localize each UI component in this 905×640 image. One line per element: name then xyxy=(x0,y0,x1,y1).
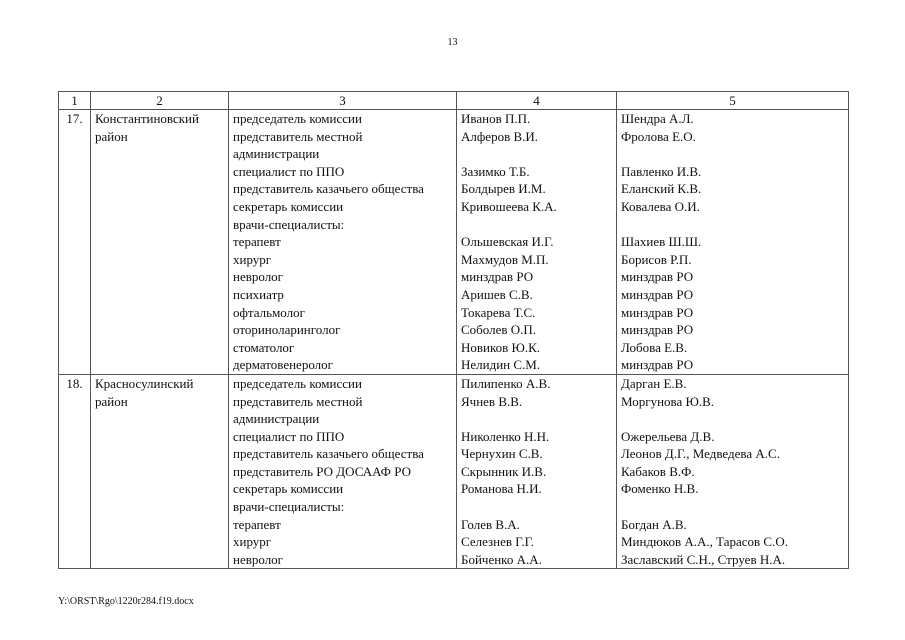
reserve-member-line: минздрав РО xyxy=(621,269,694,285)
row-number: 17. xyxy=(59,110,91,375)
role-line: врачи-специалисты: xyxy=(233,216,345,232)
reserve-member-line: Шендра А.Л. xyxy=(621,111,694,126)
reserve-member-line: Лобова Е.В. xyxy=(621,339,688,355)
header-cell: 3 xyxy=(229,92,457,110)
main-member-line: Голев В.А. xyxy=(461,516,520,532)
role-line: представитель казачьего общества xyxy=(233,181,424,197)
role-line: психиатр xyxy=(233,286,284,302)
main-member-line: Болдырев И.М. xyxy=(461,181,546,197)
reserve-member-line: Заславский С.Н., Струев Н.А. xyxy=(621,551,786,567)
district-line: район xyxy=(95,393,128,409)
main-member-line: Кривошеева К.А. xyxy=(461,198,557,214)
main-member-line: Новиков Ю.К. xyxy=(461,339,541,355)
role-line: хирург xyxy=(233,251,272,267)
main-member-line: Алферов В.И. xyxy=(461,128,539,144)
role-line: невролог xyxy=(233,269,284,285)
main-member-line xyxy=(461,145,612,163)
role-line: представитель РО ДОСААФ РО xyxy=(233,463,411,479)
reserve-member-line: Миндюков А.А., Тарасов С.О. xyxy=(621,534,788,550)
main-member-line: Махмудов М.П. xyxy=(461,251,549,267)
district-cell xyxy=(91,110,229,375)
reserve-member-line: Леонов Д.Г., Медведева А.С. xyxy=(621,446,780,462)
district-line: Константиновский xyxy=(95,111,199,126)
reserve-member-line: минздрав РО xyxy=(621,286,694,302)
reserve-member-line: Кабаков В.Ф. xyxy=(621,463,695,479)
main-member-cell xyxy=(457,374,617,569)
main-member-cell xyxy=(457,110,617,375)
main-member-line: минздрав РО xyxy=(461,269,534,285)
reserve-member-line: Ожерельева Д.В. xyxy=(621,428,715,444)
role-line: председатель комиссии xyxy=(233,375,362,391)
reserve-member-line: Фролова Е.О. xyxy=(621,128,696,144)
role-line: стоматолог xyxy=(233,339,295,355)
roles-cell xyxy=(229,110,457,375)
reserve-member-line: Дарган Е.В. xyxy=(621,375,687,391)
main-member-line: Ольшевская И.Г. xyxy=(461,234,554,250)
page-number: 13 xyxy=(447,37,458,48)
file-path-footer: Y:\ORST\Rgo\1220r284.f19.docx xyxy=(58,596,194,607)
role-line: терапевт xyxy=(233,516,281,532)
reserve-member-line: Ковалева О.И. xyxy=(621,198,700,214)
header-cell: 1 xyxy=(59,92,91,110)
roles-cell xyxy=(229,374,457,569)
reserve-member-line: Шахиев Ш.Ш. xyxy=(621,234,702,250)
role-line: специалист по ППО xyxy=(233,163,345,179)
reserve-member-line: Еланский К.В. xyxy=(621,181,702,197)
role-line: представитель местной xyxy=(233,128,363,144)
reserve-member-line: минздрав РО xyxy=(621,304,694,320)
main-member-line: Скрынник И.В. xyxy=(461,463,547,479)
role-line: оториноларинголог xyxy=(233,322,341,338)
main-member-line: Николенко Н.Н. xyxy=(461,428,550,444)
row-number: 18. xyxy=(59,374,91,569)
main-member-line: Селезнев Г.Г. xyxy=(461,534,534,550)
reserve-member-line: Павленко И.В. xyxy=(621,163,702,179)
role-line: невролог xyxy=(233,551,284,567)
main-member-line: Зазимко Т.Б. xyxy=(461,163,530,179)
role-line: секретарь комиссии xyxy=(233,198,344,214)
table-row xyxy=(59,374,849,569)
district-line: район xyxy=(95,128,128,144)
role-line: специалист по ППО xyxy=(233,428,345,444)
reserve-member-line: Моргунова Ю.В. xyxy=(621,393,715,409)
reserve-member-line: Фоменко Н.В. xyxy=(621,481,699,497)
reserve-member-line: Богдан А.В. xyxy=(621,516,687,532)
table-row xyxy=(59,110,849,375)
main-member-line: Чернухин С.В. xyxy=(461,446,543,462)
reserve-member-line xyxy=(621,216,844,234)
role-line: офтальмолог xyxy=(233,304,305,320)
main-member-line: Иванов П.П. xyxy=(461,111,531,126)
reserve-member-line xyxy=(621,410,844,428)
role-line: представитель казачьего общества xyxy=(233,446,424,462)
main-member-line xyxy=(461,216,612,234)
main-member-line: Соболев О.П. xyxy=(461,322,537,338)
role-line: врачи-специалисты: xyxy=(233,499,345,515)
reserve-member-line: Борисов Р.П. xyxy=(621,251,692,267)
role-line: администрации xyxy=(233,411,320,427)
main-member-line: Пилипенко А.В. xyxy=(461,375,551,391)
main-member-line: Романова Н.И. xyxy=(461,481,542,497)
role-line: представитель местной xyxy=(233,393,363,409)
main-member-line: Аришев С.В. xyxy=(461,286,533,302)
reserve-member-line xyxy=(621,498,844,516)
reserve-member-line: минздрав РО xyxy=(621,322,694,338)
header-cell: 2 xyxy=(91,92,229,110)
role-line: председатель комиссии xyxy=(233,111,362,126)
main-member-line: Бойченко А.А. xyxy=(461,551,542,567)
main-member-line: Токарева Т.С. xyxy=(461,304,536,320)
main-member-line: Нелидин С.М. xyxy=(461,357,541,373)
role-line: дерматовенеролог xyxy=(233,357,333,373)
role-line: администрации xyxy=(233,146,320,162)
header-cell: 5 xyxy=(617,92,849,110)
district-line: Красносулинский xyxy=(95,375,194,391)
reserve-member-cell xyxy=(617,374,849,569)
role-line: секретарь комиссии xyxy=(233,481,344,497)
reserve-member-line xyxy=(621,145,844,163)
role-line: терапевт xyxy=(233,234,281,250)
main-member-line xyxy=(461,410,612,428)
main-member-line: Ячнев В.В. xyxy=(461,393,523,409)
role-line: хирург xyxy=(233,534,272,550)
table-header-row xyxy=(59,92,849,110)
district-cell xyxy=(91,374,229,569)
header-cell: 4 xyxy=(457,92,617,110)
commission-table xyxy=(58,91,849,569)
main-member-line xyxy=(461,498,612,516)
reserve-member-line: минздрав РО xyxy=(621,357,694,373)
reserve-member-cell xyxy=(617,110,849,375)
